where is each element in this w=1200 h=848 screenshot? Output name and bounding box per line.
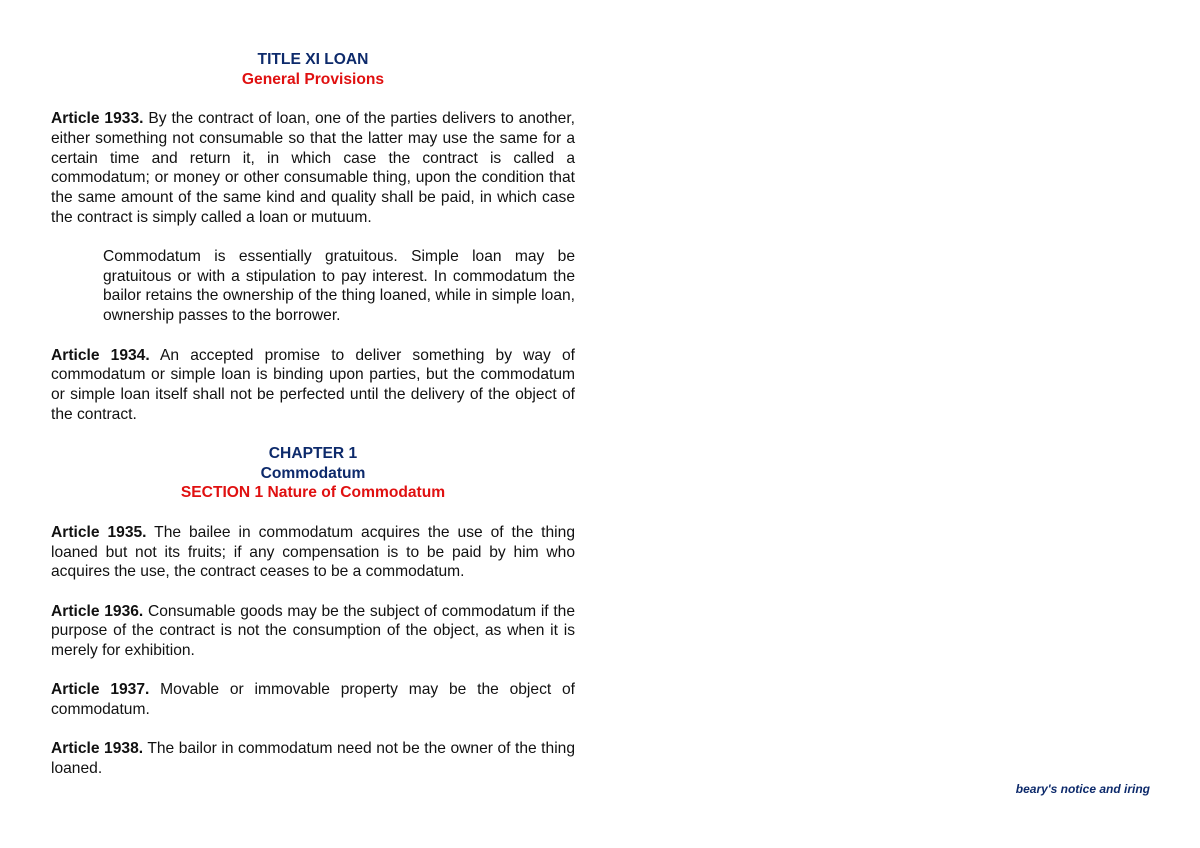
title-subheading: General Provisions: [241, 70, 385, 88]
section-title: SECTION 1 Nature of Commodatum: [180, 484, 446, 502]
article-1938: [51, 739, 575, 778]
article-text: Movable or immovable property may be the object of commodatum.: [51, 681, 575, 719]
title-block: [51, 50, 575, 89]
title-heading: TITLE XI LOAN: [257, 51, 369, 68]
article-text: By the contract of loan, one of the parties delivers to another, either something not consumable so that the latter may use the same for a certain time and return it, in which case the contract is called a commodatum; or money or other consumable thing, upon the condition that the same amount of the same kind and quality shall be paid, in which case the contract is simply called a loan or mutuum.: [51, 110, 575, 226]
article-label: Article 1938.: [51, 740, 144, 758]
article-1936: [51, 602, 575, 661]
article-1934: [51, 346, 575, 425]
article-text: The bailee in commodatum acquires the use of the thing loaned but not its fruits; if any compensation is to be paid by him who acquires the use, the contract ceases to be a commodatum.: [51, 523, 575, 581]
article-text: An accepted promise to deliver something by way of commodatum or simple loan is binding upon parties, but the commodatum or simple loan itself shall not be perfected until the delivery of the object of the contract.: [51, 346, 575, 423]
article-1937: [51, 680, 575, 719]
article-label: Article 1936.: [51, 602, 144, 620]
commentary-note: Commodatum is essentially gratuitous. Simple loan may be gratuitous or with a stipulation to pay interest. In commodatum the bailor retains the ownership of the thing loaned, while in simple loan, ownership passes to the borrower.: [103, 248, 575, 325]
chapter-number: CHAPTER 1: [268, 445, 358, 462]
article-text: The bailor in commodatum need not be the owner of the thing loaned.: [51, 740, 575, 778]
article-1933: [51, 109, 575, 227]
article-label: Article 1935.: [51, 523, 147, 541]
chapter-name: Commodatum: [260, 464, 366, 482]
footer-note: beary's notice and iring: [1015, 782, 1150, 796]
article-label: Article 1937.: [51, 681, 150, 699]
chapter-block: [51, 444, 575, 503]
article-text: Consumable goods may be the subject of commodatum if the purpose of the contract is not the consumption of the object, as when it is merely for exhibition.: [51, 602, 576, 659]
document-column: [51, 50, 575, 799]
article-label: Article 1933.: [51, 110, 144, 128]
article-label: Article 1934.: [51, 346, 150, 364]
article-1935: [51, 523, 575, 582]
